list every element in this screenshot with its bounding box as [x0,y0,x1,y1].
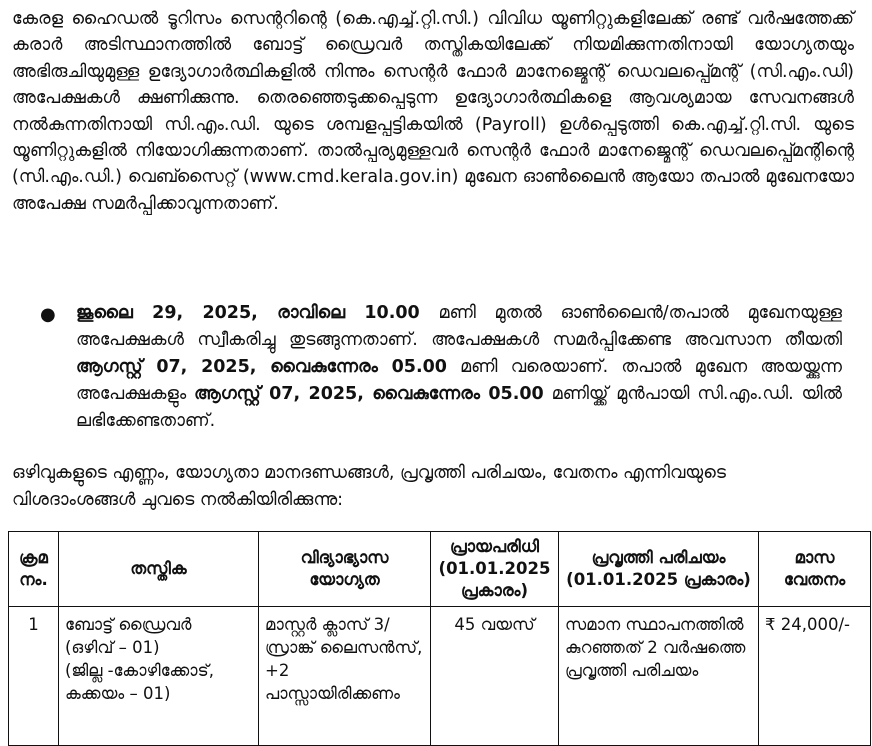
postal-end-date: ആഗസ്റ്റ് 07, 2025, വൈകുന്നേരം 05.00 [194,384,544,404]
bullet-text-3: മണിയ്ക്ക് മുൻപായി സി.എം.ഡി. യിൽ ലഭിക്കേണ്ടതാണ്. [76,384,843,431]
cell-experience: സമാന സ്ഥാപനത്തിൽ കുറഞ്ഞത് 2 വർഷത്തെ പ്രവൃത്തി പരിചയം [559,607,759,746]
table-header-row [9,532,871,607]
start-date: ജൂലൈ 29, 2025, രാവിലെ 10.00 [76,303,420,323]
cell-salary: ₹ 24,000/- [759,607,871,746]
bullet-text-1: മണി മുതൽ ഓൺലൈൻ/തപാൽ മുഖേനയുള്ള അപേക്ഷകൾ സ്വീകരിച്ചു തുടങ്ങുന്നതാണ്. അപേക്ഷകൾ സമർപ്പിക്കേണ്ട അവസാന തീയതി [76,303,842,350]
header-age-limit: പ്രായപരിധി (01.01.2025 പ്രകാരം) [431,532,559,607]
header-qualification: വിദ്യാഭ്യാസ യോഗ്യത [259,532,431,607]
header-experience: പ്രവൃത്തി പരിചയം (01.01.2025 പ്രകാരം) [559,532,759,607]
vacancy-table [8,531,871,746]
cell-qualification: മാസ്റ്റർ ക്ലാസ് 3/സ്രാങ്ക് ലൈസൻസ്, +2 പാസ്സായിരിക്കണം [259,607,431,746]
intro-paragraph: കേരള ഹൈഡൽ ടൂറിസം സെന്ററിന്റെ (കെ.എച്ച്.റ്റി.സി.) വിവിധ യൂണിറ്റുകളിലേക്ക് രണ്ട് വർഷത്തേക്ക് കരാർ അടിസ്ഥാനത്തിൽ ബോട്ട് ഡ്രൈവർ തസ്തികയിലേക്ക് നിയമിക്കുന്നതിനായി യോഗ്യതയും അഭിരുചിയുമുള്ള ഉദ്യോഗാർത്ഥികളിൽ നിന്നും സെന്റർ ഫോർ മാനേജ്മെന്റ് ഡെവലപ്പ്മെന്റ് (സി.എം.ഡി) അപേക്ഷകൾ ക്ഷണിക്കുന്നു. തെരഞ്ഞെടുക്കപ്പെടുന്ന ഉദ്യോഗാർത്ഥികളെ ആവശ്യമായ സേവനങ്ങൾ നൽകുന്നതിനായി സി.എം.ഡി. യുടെ ശമ്പളപ്പട്ടികയിൽ (Payroll) ഉൾപ്പെടുത്തി കെ.എച്ച്.റ്റി.സി. യുടെ യൂണിറ്റുകളിൽ നിയോഗിക്കുന്നതാണ്. താൽപ്പര്യമുള്ളവർ സെന്റർ ഫോർ മാനേജ്മെന്റ് ഡെവലപ്പ്മെന്റിന്റെ (സി.എം.ഡി.) വെബ്സൈറ്റ് (www.cmd.kerala.gov.in) മുഖേന ഓൺലൈൻ ആയോ തപാൽ മുഖേനയോ അപേക്ഷ സമർപ്പിക്കാവുന്നതാണ്. [12,9,854,214]
cell-post [59,607,259,746]
cell-age-limit: 45 വയസ് [431,607,559,746]
header-post: തസ്തിക [59,532,259,607]
table-row [9,607,871,746]
cell-sl-no: 1 [9,607,59,746]
bullet-icon: ● [40,304,56,325]
header-sl-no: ക്രമ നം. [9,532,59,607]
application-dates-paragraph [76,300,842,435]
post-district: (ജില്ല -കോഴിക്കോട്, [65,661,214,680]
post-vacancy: (ഒഴിവ് – 01) [65,638,160,657]
vacancy-intro: ഒഴിവുകളുടെ എണ്ണം, യോഗ്യതാ മാനദണ്ഡങ്ങൾ, പ്രവൃത്തി പരിചയം, വേതനം എന്നിവയുടെ വിശദാംശങ്ങൾ ചുവടെ നൽകിയിരിക്കുന്നു: [12,463,726,510]
post-location: കക്കയം – 01) [65,684,171,703]
header-salary: മാസ വേതനം [759,532,871,607]
end-date: ആഗസ്റ്റ് 07, 2025, വൈകുന്നേരം 05.00 [76,357,447,377]
post-title: ബോട്ട് ഡ്രൈവർ [65,615,192,634]
bullet-text-2: മണി വരെയാണ്. തപാൽ മുഖേന അയയ്ക്കുന്ന അപേക്ഷകളും [76,357,842,404]
